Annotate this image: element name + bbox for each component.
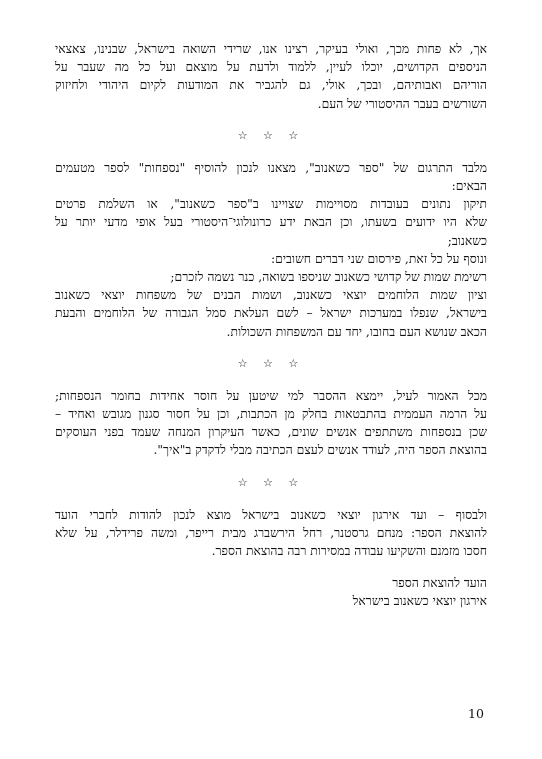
signature-organization: אירגון יוצאי כשאנוב בישראל [352,594,487,609]
text-line: כשאנוב; [447,233,487,248]
text-line: מלבד התרגום של "ספר כשאנוב", מצאנו לנכון להוסיף "נספחות" לספר מטעמים [55,160,487,175]
paragraph-intro-continuation [55,40,487,113]
star-separator: ☆ ☆ ☆ [237,356,305,370]
text-line: שכן בנספחות משתתפים אנשים שונים, כאשר העיקרון המנחה שעמד בפני העוסקים [55,425,487,440]
paragraph-corrections [55,195,487,250]
paragraph-additional [55,250,487,268]
text-line: בהוצאת הספר היה, לעודד אנשים לעצם הכתיבה מבלי לדקדק ב"איך". [153,443,487,458]
text-line: הכאב שנושא העם בחובו, יחד עם המשפחות השכולות. [226,324,487,339]
text-line: שלא היו ידועים בשעתו, וכן הבאת ידע כרונולוגי־היסטורי בעל אופי מדעי יותר על [55,215,487,230]
text-line: רשימת שמות של קדושי כשאנוב שניספו בשואה, כנר נשמה לזכרם; [170,270,487,285]
text-line: השורשים בעבר ההיסטורי של העם. [317,96,487,111]
paragraph-victims-list [55,268,487,286]
text-line: בישראל, שנפלו במערכות ישראל – לשם העלאת סמל הגבורה של הלוחמים והבעת [55,306,487,321]
star-separator: ☆ ☆ ☆ [237,475,305,489]
document-body [55,40,487,611]
star-separator: ☆ ☆ ☆ [237,128,305,142]
signature-block [55,574,487,610]
text-line: חסכו מזמנם והשקיעו עבודה במסירות רבה בהוצאת הספר. [211,544,487,559]
text-line: הוריהם ואבותיהם, ובכך, אולי, גם להגביר את המודעות לקיום היהודי ולחיזוק [55,78,487,93]
text-line: מכל האמור לעיל, יימצא ההסבר למי שיטען על חוסר אחידות בחומר הנספחות; [55,388,487,403]
text-line: על הרמה העממית בהתבטאות בחלק מן הכתבות, וכן על חסור סגנון מגובש ואחיד – [55,407,487,422]
text-line: תיקון נתונים בעובדות מסויימות שצויינו ב"ספר כשאנוב", או השלמת פרטים [55,197,487,212]
text-line: הניספים הקדושים, יוכלו לעיין, ללמוד ולדעת על מוצאם ועל כל מה שעבר על [55,60,487,75]
page-number: 10 [468,706,484,721]
paragraph-appendices-reason [55,159,487,195]
text-line: אך, לא פחות מכך, ואולי בעיקר, רצינו אנו, שרידי השואה בישראל, שבנינו, צאצאי [55,42,487,56]
paragraph-explanation [55,387,487,460]
text-line: ולבסוף – ועד אירגון יוצאי כשאנוב בישראל מוצא לנכון להודות לחברי הועד [55,507,487,522]
text-line: הבאים: [451,179,487,194]
signature-committee: הועד להוצאת הספר [392,576,487,591]
text-line: להוצאת הספר: מנחם גרסטנר, רחל הירשברג מבית רייפר, ומשה פרידלר, על שלא [55,525,487,540]
text-line: ונוסף על כל זאת, פירסום שני דברים חשובים: [270,251,487,266]
paragraph-acknowledgements [55,506,487,561]
text-line: וציון שמות הלוחמים יוצאי כשאנוב, ושמות הבנים של משפחות יוצאי כשאנוב [55,288,487,303]
paragraph-fighters [55,286,487,341]
